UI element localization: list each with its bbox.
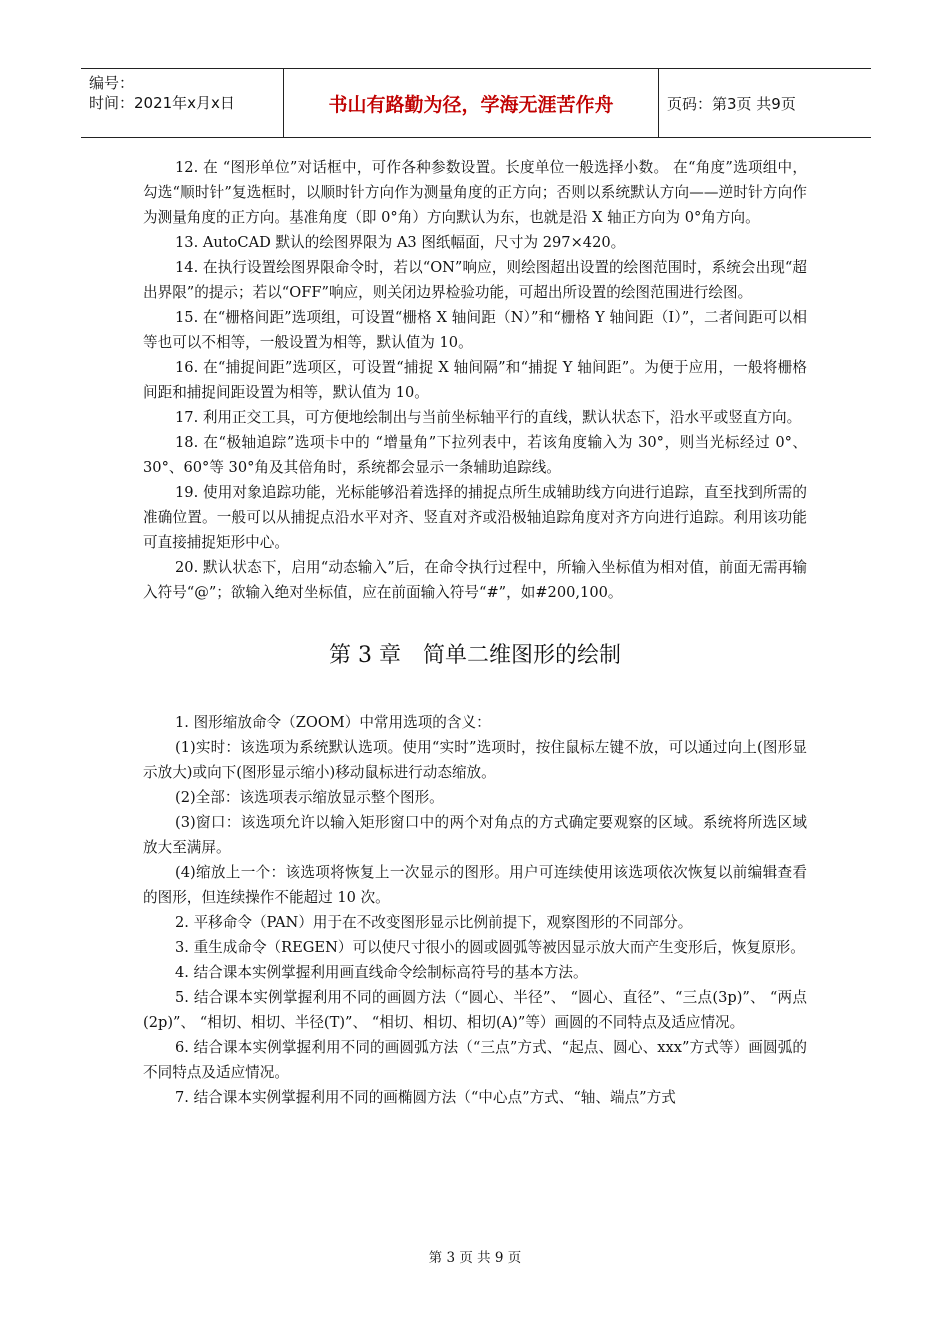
page-footer: 第 3 页 共 9 页 xyxy=(428,1250,522,1266)
paragraph: 18. 在“极轴追踪”选项卡中的 “增量角”下拉列表中，若该角度输入为 30°，则当光标经过 0°、30°、60°等 30°角及其倍角时，系统都会显示一条辅助追踪线。 xyxy=(143,434,807,476)
paragraph: 7. 结合课本实例掌握利用不同的画椭圆方法（“中心点”方式、“轴、端点”方式 xyxy=(175,1089,676,1106)
header-left-cell xyxy=(81,69,283,137)
paragraph: 20. 默认状态下，启用“动态输入”后，在命令执行过程中，所输入坐标值为相对值，前面无需再输入符号“@”；欲输入绝对坐标值，应在前面输入符号“#”，如#200,100。 xyxy=(143,559,807,601)
paragraph: 13. AutoCAD 默认的绘图界限为 A3 图纸幅面，尺寸为 297×420。 xyxy=(175,234,626,251)
motto: 书山有路勤为径，学海无涯苦作舟 xyxy=(283,69,659,137)
document-body xyxy=(143,155,807,1110)
chapter-title: 第 3 章 简单二维图形的绘制 xyxy=(329,643,621,668)
paragraph: 17. 利用正交工具，可方便地绘制出与当前坐标轴平行的直线，默认状态下，沿水平或竖直方向。 xyxy=(175,409,802,426)
paragraph: 3. 重生成命令（REGEN）可以使尺寸很小的圆或圆弧等被因显示放大而产生变形后，恢复原形。 xyxy=(175,939,805,956)
paragraph: 15. 在“栅格间距”选项组，可设置“栅格 X 轴间距（N）”和“栅格 Y 轴间距（I）”，二者间距可以相等也可以不相等，一般设置为相等，默认值为 10。 xyxy=(143,309,807,351)
paragraph: 12. 在 “图形单位”对话框中，可作各种参数设置。长度单位一般选择小数。 在“角度”选项组中，勾选“顺时针”复选框时，以顺时针方向作为测量角度的正方向；否则以系统默认方向——逆时针方向作为测量角度的正方向。基准角度（即 0°角）方向默认为东，也就是沿 X 轴正方向为 0°角方向。 xyxy=(143,159,807,226)
page-header xyxy=(81,68,871,138)
paragraph: 1. 图形缩放命令（ZOOM）中常用选项的含义： xyxy=(175,714,491,731)
paragraph: 4. 结合课本实例掌握利用画直线命令绘制标高符号的基本方法。 xyxy=(175,964,588,981)
paragraph: 5. 结合课本实例掌握利用不同的画圆方法（“圆心、半径”、 “圆心、直径”、“三点(3p)”、 “两点(2p)”、 “相切、相切、半径(T)”、 “相切、相切、相切(A)”等）画圆的不同特点及适应情况。 xyxy=(143,989,807,1031)
paragraph: (4)缩放上一个：该选项将恢复上一次显示的图形。用户可连续使用该选项依次恢复以前编辑查看的图形，但连续操作不能超过 10 次。 xyxy=(143,864,807,906)
paragraph: (1)实时：该选项为系统默认选项。使用“实时”选项时，按住鼠标左键不放，可以通过向上(图形显示放大)或向下(图形显示缩小)移动鼠标进行动态缩放。 xyxy=(143,739,807,781)
page-label: 页码：第3页 共9页 xyxy=(667,94,796,113)
paragraph: 6. 结合课本实例掌握利用不同的画圆弧方法（“三点”方式、“起点、圆心、xxx”方式等）画圆弧的不同特点及适应情况。 xyxy=(143,1039,807,1081)
section-after xyxy=(143,710,807,1110)
paragraph: (3)窗口：该选项允许以输入矩形窗口中的两个对角点的方式确定要观察的区域。系统将所选区域放大至满屏。 xyxy=(143,814,807,856)
paragraph: 2. 平移命令（PAN）用于在不改变图形显示比例前提下，观察图形的不同部分。 xyxy=(175,914,693,931)
number-label: 编号： xyxy=(89,74,135,92)
paragraph: 16. 在“捕捉间距”选项区，可设置“捕捉 X 轴间隔”和“捕捉 Y 轴间距”。为便于应用，一般将栅格间距和捕捉间距设置为相等，默认值为 10。 xyxy=(143,359,807,401)
paragraph: 19. 使用对象追踪功能，光标能够沿着选择的捕捉点所生成辅助线方向进行追踪，直至找到所需的准确位置。一般可以从捕捉点沿水平对齐、竖直对齐或沿极轴追踪角度对齐方向进行追踪。利用该功能可直接捕捉矩形中心。 xyxy=(143,484,807,551)
time-label: 时间：2021年x月x日 xyxy=(89,94,235,112)
section-before xyxy=(143,155,807,605)
paragraph: 14. 在执行设置绘图界限命令时，若以“ON”响应，则绘图超出设置的绘图范围时，系统会出现“超出界限”的提示；若以“OFF”响应，则关闭边界检验功能，可超出所设置的绘图范围进行绘图。 xyxy=(143,259,807,301)
paragraph: (2)全部：该选项表示缩放显示整个图形。 xyxy=(175,789,444,806)
